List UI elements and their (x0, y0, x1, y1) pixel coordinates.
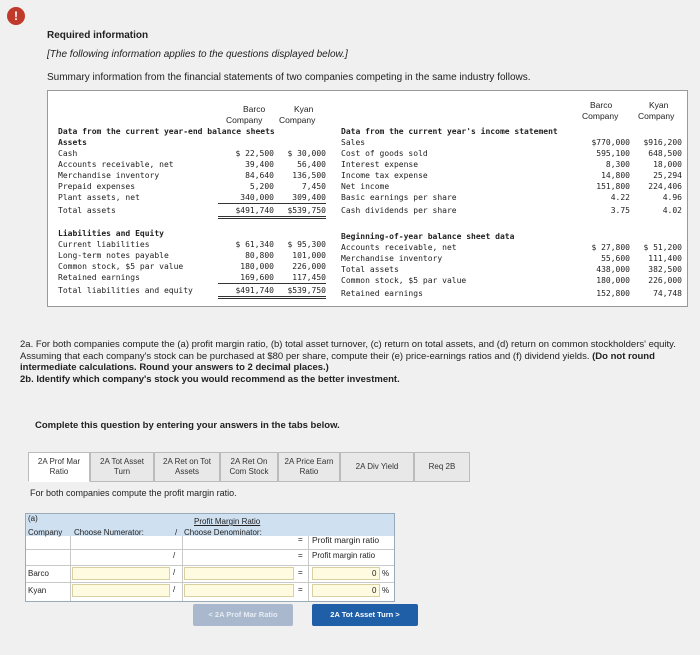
alert-icon: ! (7, 7, 25, 25)
barco-denominator-input[interactable] (184, 567, 294, 580)
barco-numerator-input[interactable] (72, 567, 170, 580)
table-title: Profit Margin Ratio (194, 517, 261, 526)
liab-barco: 80,800 (245, 251, 274, 260)
required-note: [The following information applies to the questions displayed below.] (47, 49, 348, 60)
liab-label: Long-term notes payable (58, 251, 169, 260)
income-barco: 151,800 (596, 182, 630, 191)
balance-label: Cash (58, 149, 78, 158)
complete-instruction: Complete this question by entering your answers in the tabs below. (35, 420, 340, 431)
barco-company-header-right: Company (582, 111, 619, 121)
liab-barco: $ 61,340 (235, 240, 274, 249)
sub-instruction: For both companies compute the profit margin ratio. (30, 488, 237, 498)
required-summary: Summary information from the financial statements of two companies competing in the same industry follows. (47, 72, 531, 83)
col-denominator: Choose Denominator: (184, 528, 262, 537)
tab-req-2b[interactable]: Req 2B (414, 452, 470, 482)
slash-header: / (175, 528, 178, 537)
balance-kyan: 136,500 (292, 171, 326, 180)
balance-label: Accounts receivable, net (58, 160, 174, 169)
kyan-company-header: Company (279, 115, 316, 125)
balance-label: Total assets (58, 206, 116, 215)
income-heading: Data from the current year's income statement (341, 127, 558, 136)
income-barco: 14,800 (601, 171, 630, 180)
part-label: (a) (28, 514, 38, 523)
beginning-kyan: $ 51,200 (643, 243, 682, 252)
rounding-instruction: (Do not round intermediate calculations. Round your answers to 2 decimal places.) (20, 350, 655, 373)
kyan-numerator-input[interactable] (72, 584, 170, 597)
liab-kyan: $ 95,300 (287, 240, 326, 249)
balance-kyan: $539,750 (274, 205, 326, 219)
beginning-label: Accounts receivable, net (341, 243, 457, 252)
income-kyan: $916,200 (643, 138, 682, 147)
beginning-label: Total assets (341, 265, 399, 274)
liab-label: Total liabilities and equity (58, 286, 193, 295)
income-barco: 595,100 (596, 149, 630, 158)
balance-kyan: 7,450 (301, 182, 326, 191)
tab-prof-mar-ratio[interactable]: 2A Prof Mar Ratio (28, 452, 90, 482)
liab-kyan: 226,000 (292, 262, 326, 271)
beginning-barco: 152,800 (596, 289, 630, 298)
income-label: Net income (341, 182, 390, 191)
balance-barco: 340,000 (218, 192, 274, 204)
income-label: Cash dividends per share (341, 206, 457, 215)
beginning-kyan: 226,000 (648, 276, 682, 285)
balance-barco: 5,200 (249, 182, 274, 191)
liab-kyan: $539,750 (274, 285, 326, 299)
equals-sub: = (298, 551, 303, 560)
balance-label: Merchandise inventory (58, 171, 160, 180)
question-text (20, 339, 685, 385)
equals-kyan: = (298, 585, 303, 594)
beginning-heading: Beginning-of-year balance sheet data (341, 232, 515, 241)
company-kyan: Kyan (28, 586, 47, 595)
balance-kyan: $ 30,000 (287, 149, 326, 158)
beginning-kyan: 74,748 (653, 289, 682, 298)
income-barco: 8,300 (605, 160, 630, 169)
beginning-barco: 438,000 (596, 265, 630, 274)
barco-col-header-right: Barco (590, 100, 613, 110)
next-tab-button[interactable]: 2A Tot Asset Turn > (312, 604, 418, 626)
income-kyan: 648,500 (648, 149, 682, 158)
barco-company-header: Company (226, 115, 263, 125)
income-kyan: 4.02 (662, 206, 682, 215)
kyan-col-header: Kyan (294, 104, 314, 114)
balance-label: Plant assets, net (58, 193, 140, 202)
balance-barco: 84,640 (245, 171, 274, 180)
question-part-b: 2b. Identify which company's stock you would recommend as the better investment. (20, 373, 400, 385)
required-title: Required information (47, 30, 149, 41)
kyan-result-input[interactable] (312, 584, 380, 597)
income-label: Interest expense (341, 160, 419, 169)
tab-div-yield[interactable]: 2A Div Yield (340, 452, 414, 482)
barco-result-input[interactable] (312, 567, 380, 580)
beginning-kyan: 382,500 (648, 265, 682, 274)
tab-ret-on-com-stock[interactable]: 2A Ret On Com Stock (220, 452, 278, 482)
balance-barco: $491,740 (218, 205, 274, 219)
result-subheader: Profit margin ratio (312, 551, 376, 560)
col-company: Company (28, 528, 63, 537)
balance-barco: 39,400 (245, 160, 274, 169)
income-label: Sales (341, 138, 366, 147)
tab-tot-asset-turn[interactable]: 2A Tot Asset Turn (90, 452, 154, 482)
balance-heading: Data from the current year-end balance sheets (58, 127, 275, 136)
barco-result-value: 0 (372, 569, 377, 578)
liab-label: Retained earnings (58, 273, 140, 282)
income-barco: 3.75 (610, 206, 630, 215)
question-part-a: 2a. For both companies compute the (a) profit margin ratio, (b) total asset turnover, (c) return on total assets, and (d) return on common stockholders' equity. Assuming that each company's stock can be purchased at $80 per share, compute their (e) price-earnings ratios and (f) dividend yields. (20, 339, 676, 362)
liab-kyan: 101,000 (292, 251, 326, 260)
liab-kyan: 117,450 (274, 272, 326, 284)
kyan-denominator-input[interactable] (184, 584, 294, 597)
balance-label: Prepaid expenses (58, 182, 136, 191)
balance-kyan: 56,400 (297, 160, 326, 169)
income-kyan: 224,406 (648, 182, 682, 191)
liab-barco: 180,000 (240, 262, 274, 271)
prev-tab-button[interactable]: < 2A Prof Mar Ratio (193, 604, 293, 626)
company-barco: Barco (28, 569, 49, 578)
profit-margin-table (25, 513, 395, 602)
balance-barco: $ 22,500 (235, 149, 274, 158)
beginning-barco: $ 27,800 (591, 243, 630, 252)
kyan-result-value: 0 (372, 586, 377, 595)
col-result: Profit margin ratio (312, 535, 380, 545)
beginning-kyan: 111,400 (648, 254, 682, 263)
income-barco: $770,000 (591, 138, 630, 147)
income-label: Cost of goods sold (341, 149, 428, 158)
kyan-company-header-right: Company (638, 111, 675, 121)
equals-barco: = (298, 568, 303, 577)
slash-kyan: / (173, 585, 176, 594)
barco-pct: % (382, 569, 390, 578)
income-label: Income tax expense (341, 171, 428, 180)
beginning-label: Merchandise inventory (341, 254, 443, 263)
tab-price-earn-ratio[interactable]: 2A Price Earn Ratio (278, 452, 340, 482)
liab-label: Current liabilities (58, 240, 150, 249)
liab-label: Common stock, $5 par value (58, 262, 184, 271)
assets-label: Assets (58, 138, 87, 147)
equals-header: = (298, 535, 303, 544)
liab-heading: Liabilities and Equity (58, 229, 164, 238)
income-kyan: 25,294 (653, 171, 682, 180)
beginning-label: Common stock, $5 par value (341, 276, 467, 285)
income-kyan: 18,000 (653, 160, 682, 169)
slash-sub: / (173, 551, 176, 560)
income-kyan: 4.96 (662, 193, 682, 202)
kyan-pct: % (382, 586, 390, 595)
liab-barco: 169,600 (218, 272, 274, 284)
liab-barco: $491,740 (218, 285, 274, 299)
slash-barco: / (173, 568, 176, 577)
beginning-barco: 180,000 (596, 276, 630, 285)
barco-col-header: Barco (243, 104, 266, 114)
balance-kyan: 309,400 (274, 192, 326, 204)
beginning-label: Retained earnings (341, 289, 423, 298)
kyan-col-header-right: Kyan (649, 100, 669, 110)
financial-data-box (47, 90, 688, 307)
tab-ret-on-tot-assets[interactable]: 2A Ret on Tot Assets (154, 452, 220, 482)
income-barco: 4.22 (610, 193, 630, 202)
income-label: Basic earnings per share (341, 193, 457, 202)
tab-bar (28, 452, 470, 482)
col-numerator: Choose Numerator: (74, 528, 144, 537)
beginning-barco: 55,600 (601, 254, 630, 263)
